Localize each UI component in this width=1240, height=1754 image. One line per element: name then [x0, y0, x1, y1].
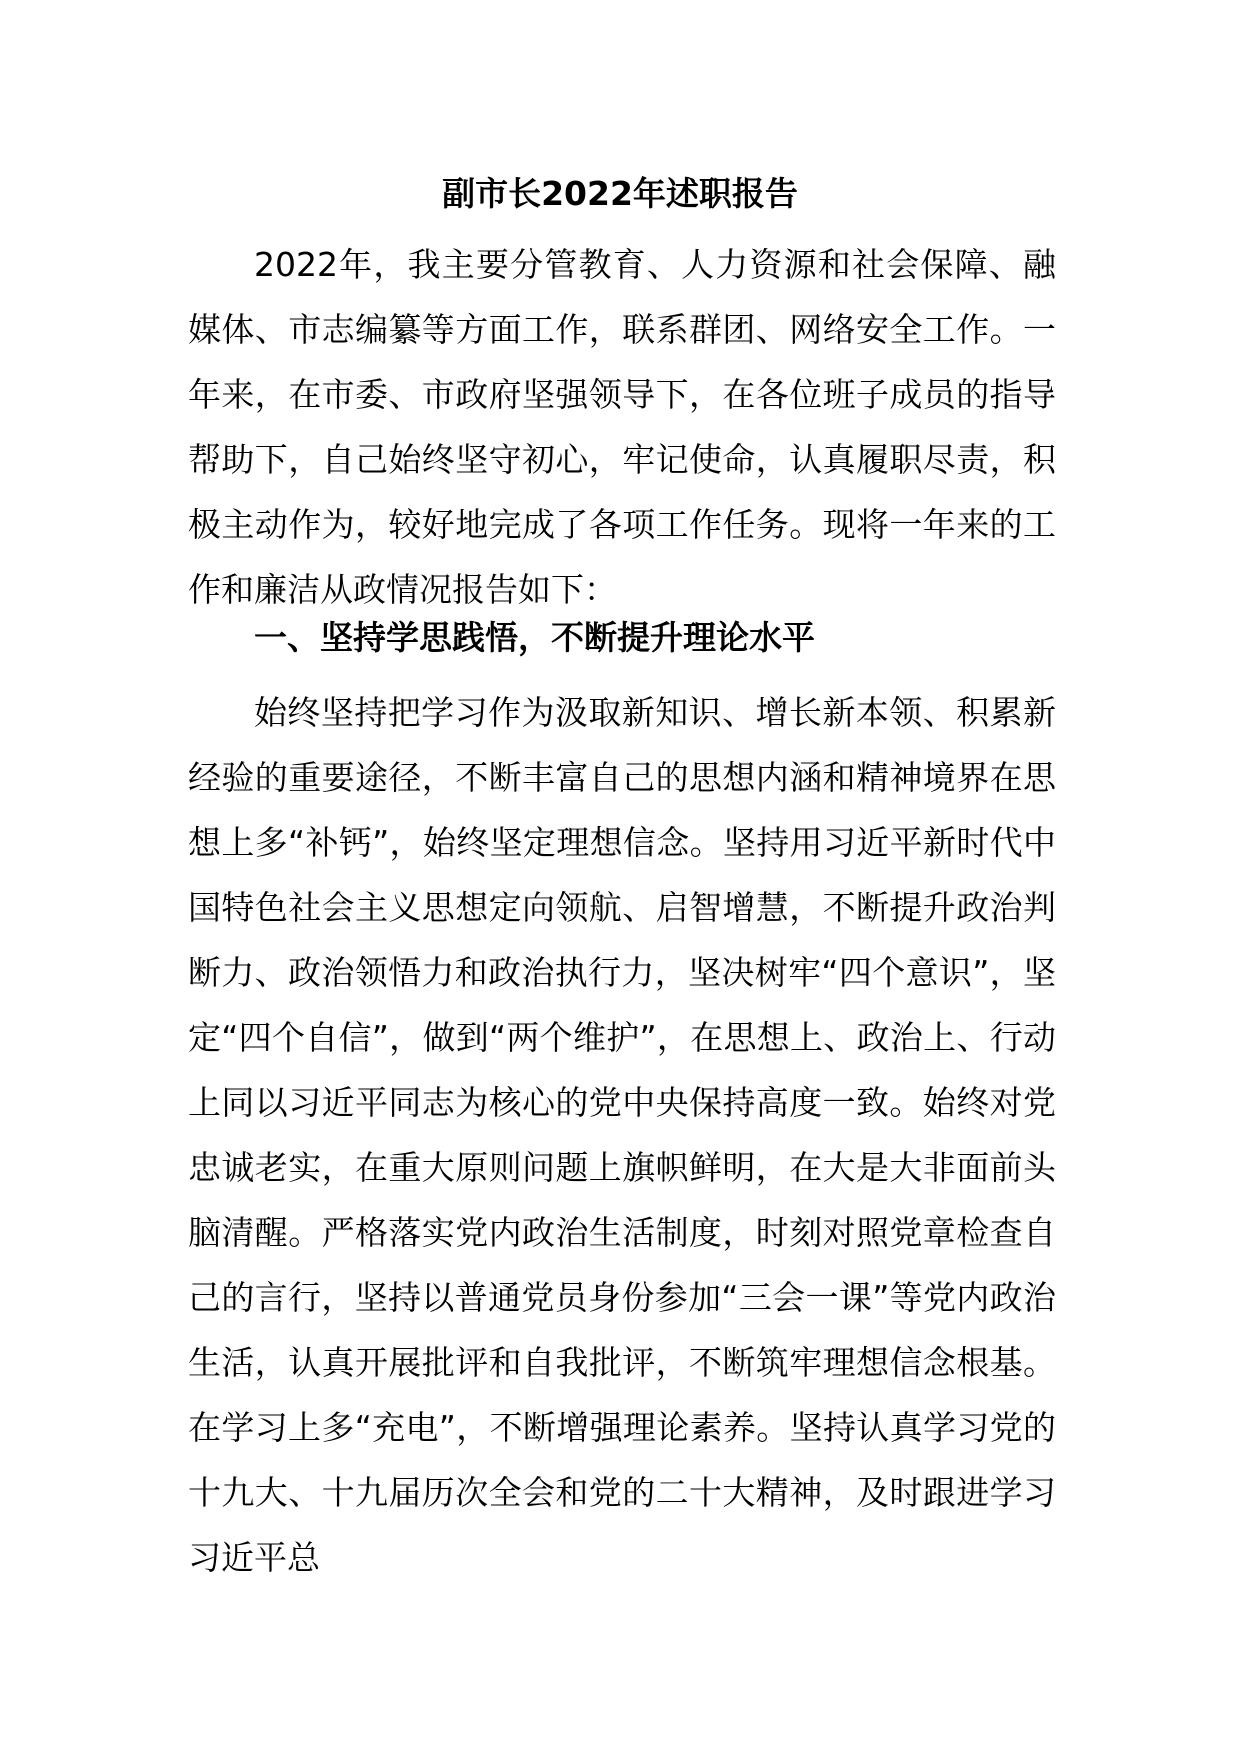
section-heading-1: 一、坚持学思践悟，不断提升理论水平 [254, 618, 815, 657]
paragraph-section-1: 始终坚持把学习作为汲取新知识、增长新本领、积累新经验的重要途径，不断丰富自己的思想内涵和精神境界在思想上多“补钙”，始终坚定理想信念。坚持用习近平新时代中国特色社会主义思想定向领航、启智增慧，不断提升政治判断力、政治领悟力和政治执行力，坚决树牢“四个意识”，坚定“四个自信”，做到“两个维护”，在思想上、政治上、行动上同以习近平同志为核心的党中央保持高度一致。始终对党忠诚老实，在重大原则问题上旗帜鲜明，在大是大非面前头脑清醒。严格落实党内政治生活制度，时刻对照党章检查自己的言行，坚持以普通党员身份参加“三会一课”等党内政治生活，认真开展批评和自我批评，不断筑牢理想信念根基。在学习上多“充电”，不断增强理论素养。坚持认真学习党的十九大、十九届历次全会和党的二十大精神，及时跟进学习习近平总 [188, 693, 1056, 1577]
paragraph-intro: 2022年，我主要分管教育、人力资源和社会保障、融媒体、市志编纂等方面工作，联系群团、网络安全工作。一年来，在市委、市政府坚强领导下，在各位班子成员的指导帮助下，自己始终坚守初心，牢记使命，认真履职尽责，积极主动作为，较好地完成了各项工作任务。现将一年来的工作和廉洁从政情况报告如下： [188, 245, 1056, 609]
document-title: 副市长2022年述职报告 [442, 174, 798, 213]
